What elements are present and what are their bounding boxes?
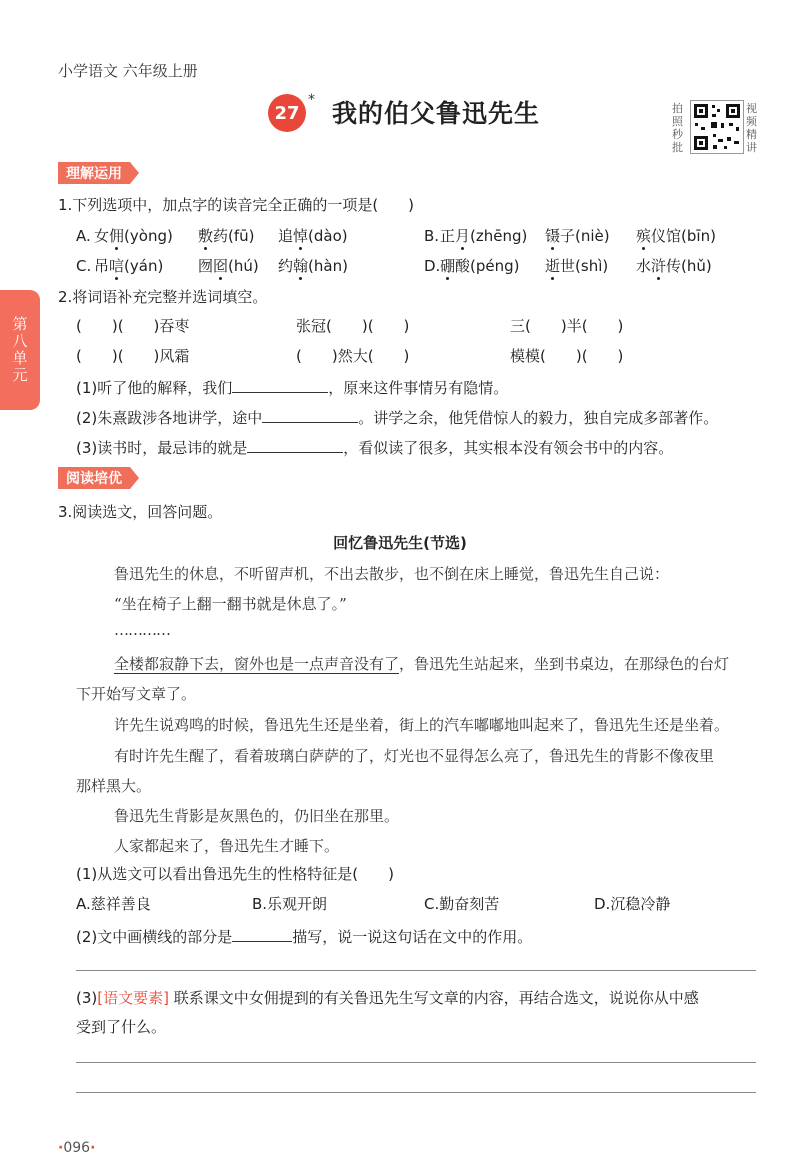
passage-paragraph-2: “坐在椅子上翻一翻书就是休息了。” [114,595,347,613]
passage-paragraph-4-cont: 下开始写文章了。 [76,685,197,703]
answer-line-1[interactable] [76,970,756,971]
option-b-word-3: 殡仪馆(bīn) [636,227,716,245]
passage-title: 回忆鲁迅先生(节选) [333,534,467,552]
lesson-star: * [308,92,315,108]
passage-paragraph-6-cont: 那样黑大。 [76,777,152,795]
question-1-stem: 1.下列选项中，加点字的读音完全正确的一项是( ) [58,196,415,214]
qr-code-icon[interactable] [690,100,744,154]
passage-paragraph-4: 全楼都寂静下去，窗外也是一点声音没有了，鲁迅先生站起来，坐到书桌边，在那绿色的台灯 [114,655,730,673]
option-d-label: D. [424,257,441,275]
option-c-word-2: 囫囵(hú) [198,257,259,275]
language-element-tag: [语文要素] [97,989,169,1007]
sub-question-1: (1)从选文可以看出鲁迅先生的性格特征是( ) [76,865,394,883]
passage-paragraph-6: 有时许先生醒了，看着玻璃白萨萨的了，灯光也不显得怎么亮了，鲁迅先生的背影不像夜里 [114,747,715,765]
lesson-number-badge: 27 [268,94,306,132]
underlined-sentence: 全楼都寂静下去，窗外也是一点声音没有了 [114,655,400,673]
fill-blank-2[interactable] [262,407,358,423]
section-tag-reading [58,467,130,489]
option-a-word-1: 女佣(yòng) [94,227,173,245]
option-c-label: C. [76,257,92,275]
section-tag-label: 理解运用 [66,166,122,182]
qr-right-label: 视频精讲 [746,102,757,154]
section-tag-understanding [58,162,130,184]
choice-a[interactable]: A.慈祥善良 [76,895,151,913]
fill-blank-description[interactable] [232,926,292,942]
fill-sentence-1: (1)听了他的解释，我们 ，原来这件事情另有隐情。 [76,379,509,397]
option-d-word-3: 水浒传(hǔ) [636,257,712,275]
choice-d[interactable]: D.沉稳冷静 [594,895,671,913]
unit-side-tab-label: 第八单元 [10,316,29,384]
sub-question-3-cont: 受到了什么。 [76,1018,167,1036]
book-title: 小学语文 六年级上册 [58,62,198,80]
page-number: ·096· [58,1140,96,1156]
unit-side-tab [0,290,40,410]
fill-sentence-3: (3)读书时，最忌讳的就是 ，看似读了很多，其实根本没有领会书中的内容。 [76,439,674,457]
idiom-blank-4[interactable]: ( )( )风霜 [76,347,190,365]
idiom-blank-6[interactable]: 模模( )( ) [510,347,624,365]
question-3-stem: 3.阅读选文，回答问题。 [58,503,223,521]
passage-ellipsis: ………… [114,621,170,639]
sub-question-2: (2)文中画横线的部分是 描写，说一说这句话在文中的作用。 [76,928,533,946]
sub-question-3: (3)[语文要素] 联系课文中女佣提到的有关鲁迅先生写文章的内容，再结合选文，说说你从中感 [76,989,699,1007]
idiom-blank-1[interactable]: ( )( )吞枣 [76,317,190,335]
idiom-blank-5[interactable]: ( )然大( ) [296,347,410,365]
option-b-word-2: 镊子(niè) [545,227,610,245]
option-b-word-1: 正月(zhēng) [440,227,528,245]
passage-paragraph-1: 鲁迅先生的休息，不听留声机，不出去散步，也不倒在床上睡觉，鲁迅先生自己说： [114,565,670,583]
qr-left-label: 拍照秒批 [672,102,683,154]
passage-paragraph-7: 鲁迅先生背影是灰黑色的，仍旧坐在那里。 [114,807,400,825]
option-b-label: B. [424,227,440,245]
question-2-stem: 2.将词语补充完整并选词填空。 [58,288,268,306]
option-a-word-2: 敷药(fū) [198,227,255,245]
choice-c[interactable]: C.勤奋刻苦 [424,895,500,913]
idiom-blank-2[interactable]: 张冠( )( ) [296,317,410,335]
idiom-blank-3[interactable]: 三( )半( ) [510,317,624,335]
lesson-title: 我的伯父鲁迅先生 [332,99,541,128]
option-d-word-2: 逝世(shì) [545,257,609,275]
option-c-word-1: 吊唁(yán) [94,257,164,275]
answer-line-2[interactable] [76,1062,756,1063]
choice-b[interactable]: B.乐观开朗 [252,895,328,913]
fill-blank-3[interactable] [247,437,343,453]
passage-paragraph-5: 许先生说鸡鸣的时候，鲁迅先生还是坐着，街上的汽车嘟嘟地叫起来了，鲁迅先生还是坐着。 [114,716,730,734]
option-a-word-3: 追悼(dào) [278,227,348,245]
answer-line-3[interactable] [76,1092,756,1093]
fill-sentence-2: (2)朱熹跋涉各地讲学，途中 。讲学之余，他凭借惊人的毅力，独自完成多部著作。 [76,409,719,427]
section-tag-label: 阅读培优 [66,471,122,487]
passage-paragraph-8: 人家都起来了，鲁迅先生才睡下。 [114,837,340,855]
fill-blank-1[interactable] [232,377,328,393]
option-c-word-3: 约翰(hàn) [278,257,348,275]
option-a-label: A. [76,227,91,245]
option-d-word-1: 硼酸(péng) [440,257,520,275]
